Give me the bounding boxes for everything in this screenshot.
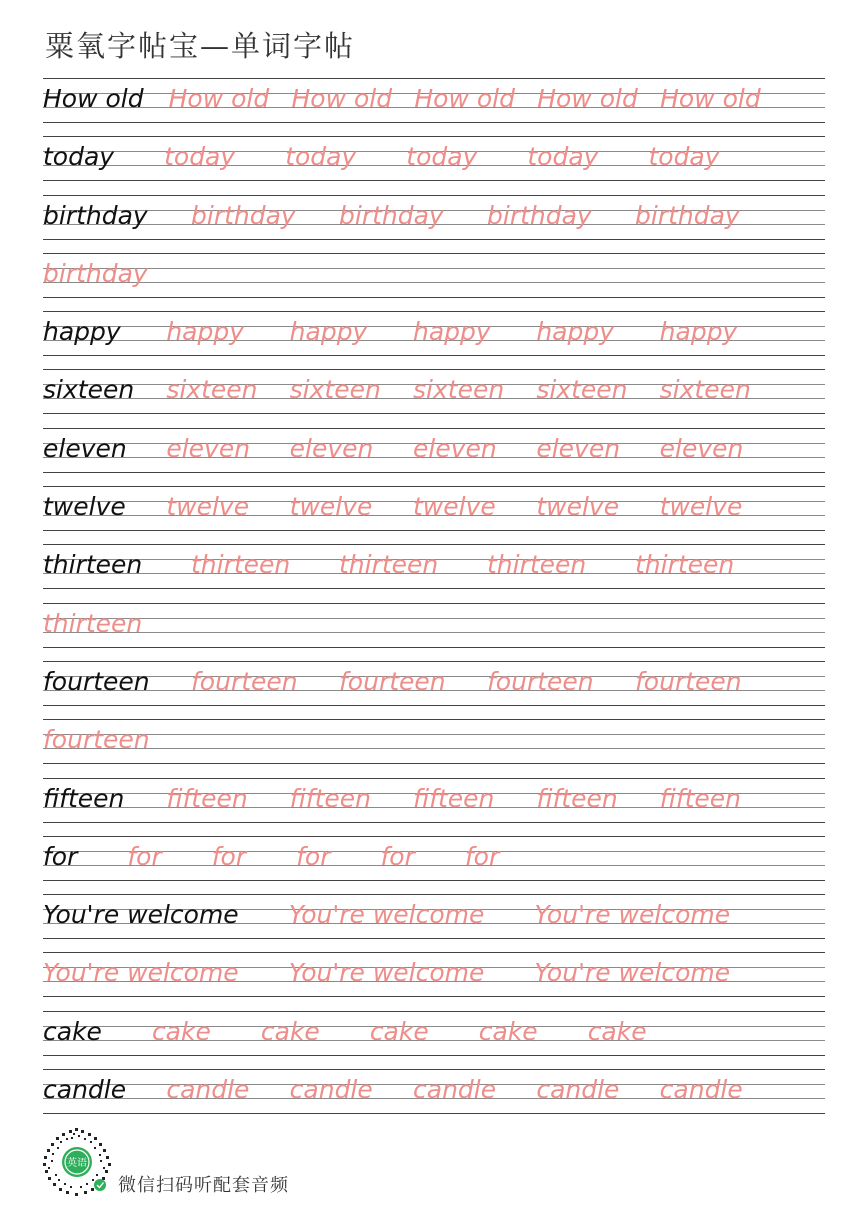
model-word: thirteen [43, 550, 143, 580]
model-word: birthday [43, 200, 148, 230]
tracing-word: birthday [487, 200, 592, 230]
practice-row [43, 717, 825, 775]
ruling-line [43, 239, 825, 240]
ruling-line [43, 78, 825, 79]
ruling-line [43, 778, 825, 779]
tracing-word: twelve [166, 492, 250, 522]
practice-row [43, 251, 825, 309]
tracing-word: fifteen [536, 783, 618, 813]
tracing-word: thirteen [191, 550, 291, 580]
tracing-word: candle [289, 1075, 373, 1105]
tracing-word: cake [478, 1016, 538, 1046]
tracing-word: sixteen [289, 375, 381, 405]
tracing-word: candle [413, 1075, 497, 1105]
tracing-word: for [127, 841, 162, 871]
practice-row [43, 367, 825, 425]
tracing-word: You're welcome [534, 958, 731, 988]
tracing-word: thirteen [339, 550, 439, 580]
tracing-word: for [211, 841, 247, 871]
model-word: How old [43, 84, 144, 113]
row-words [43, 372, 825, 412]
practice-row [43, 950, 825, 1008]
tracing-word: fourteen [635, 666, 742, 696]
tracing-word: birthday [191, 200, 296, 230]
row-words [43, 314, 825, 354]
tracing-word: fifteen [659, 783, 742, 813]
ruling-line [43, 1055, 825, 1056]
model-word: fourteen [43, 666, 150, 696]
tracing-word: fourteen [487, 666, 594, 696]
tracing-word: today [164, 142, 236, 172]
tracing-word: today [527, 142, 599, 172]
tracing-word: candle [166, 1075, 250, 1105]
tracing-word: twelve [536, 492, 620, 522]
ruling-line [43, 1011, 825, 1012]
ruling-line [43, 311, 825, 312]
tracing-word: eleven [536, 433, 621, 463]
tracing-word: You're welcome [534, 900, 731, 930]
tracing-word: fourteen [43, 725, 150, 755]
practice-row [43, 193, 825, 251]
practice-row [43, 309, 825, 367]
ruling-line [43, 894, 825, 895]
tracing-word: fourteen [191, 666, 298, 696]
qr-code-icon[interactable] [42, 1127, 112, 1197]
ruling-line [43, 952, 825, 953]
model-word: sixteen [43, 375, 135, 405]
tracing-word: birthday [635, 200, 740, 230]
tracing-word: How old [168, 84, 270, 113]
ruling-line [43, 355, 825, 356]
practice-row [43, 601, 825, 659]
tracing-word: fifteen [166, 783, 248, 813]
tracing-word: candle [536, 1075, 620, 1105]
ruling-line [43, 880, 825, 881]
tracing-word: today [285, 142, 357, 172]
tracing-word: You're welcome [288, 900, 485, 930]
ruling-line [43, 996, 825, 997]
ruling-line [43, 195, 825, 196]
tracing-word: You're welcome [43, 958, 239, 988]
ruling-line [43, 661, 825, 662]
tracing-word: sixteen [413, 375, 505, 405]
ruling-line [43, 530, 825, 531]
ruling-line [43, 588, 825, 589]
row-words [43, 81, 825, 121]
tracing-word: happy [413, 317, 491, 347]
model-word: twelve [43, 492, 126, 522]
model-word: happy [43, 317, 121, 347]
practice-row [43, 542, 825, 600]
tracing-word: fourteen [339, 666, 446, 696]
practice-row [43, 776, 825, 834]
practice-row [43, 1067, 825, 1125]
model-word: fifteen [43, 783, 125, 813]
ruling-line [43, 413, 825, 414]
row-words [43, 897, 825, 937]
tracing-word: birthday [43, 258, 148, 288]
practice-row [43, 76, 825, 134]
row-words [43, 722, 825, 762]
practice-row [43, 659, 825, 717]
tracing-word: cake [151, 1016, 211, 1046]
ruling-line [43, 705, 825, 706]
tracing-word: for [380, 841, 415, 871]
row-words [43, 1072, 825, 1112]
tracing-word: birthday [339, 200, 444, 230]
model-word: candle [43, 1075, 127, 1105]
qr-badge-label: 英语 [67, 1158, 87, 1169]
tracing-word: thirteen [635, 550, 735, 580]
tracing-word: How old [414, 84, 515, 113]
tracing-word: happy [536, 317, 615, 347]
row-words [43, 839, 825, 879]
tracing-word: eleven [659, 433, 744, 463]
ruling-line [43, 647, 825, 648]
tracing-word: happy [659, 317, 738, 347]
footer-audio-hint: 微信扫码听配套音频 [118, 1175, 289, 1196]
row-words [43, 139, 825, 179]
practice-row [43, 426, 825, 484]
page-title: 粟氧字帖宝—单词字帖 [45, 29, 356, 63]
row-words [43, 547, 825, 587]
model-word: today [43, 142, 115, 172]
model-word: cake [43, 1016, 102, 1046]
tracing-word: eleven [289, 433, 374, 463]
practice-row [43, 134, 825, 192]
row-words [43, 955, 825, 995]
ruling-line [43, 180, 825, 181]
ruling-line [43, 938, 825, 939]
tracing-word: for [296, 841, 331, 871]
tracing-word: twelve [659, 492, 743, 522]
row-words [43, 664, 825, 704]
model-word: for [43, 841, 78, 871]
ruling-line [43, 428, 825, 429]
tracing-word: How old [660, 84, 761, 113]
model-word: eleven [43, 433, 127, 463]
tracing-word: fifteen [289, 783, 372, 813]
ruling-line [43, 719, 825, 720]
tracing-word: sixteen [166, 375, 258, 405]
tracing-word: cake [260, 1016, 320, 1046]
ruling-line [43, 369, 825, 370]
row-words [43, 489, 825, 529]
tracing-word: for [464, 841, 500, 871]
ruling-line [43, 763, 825, 764]
ruling-line [43, 253, 825, 254]
row-words [43, 431, 825, 471]
tracing-word: twelve [413, 492, 496, 522]
tracing-word: eleven [413, 433, 497, 463]
row-words [43, 781, 825, 821]
tracing-word: today [406, 142, 478, 172]
tracing-word: candle [659, 1075, 743, 1105]
tracing-word: happy [289, 317, 368, 347]
row-words [43, 606, 825, 646]
ruling-line [43, 836, 825, 837]
tracing-word: thirteen [487, 550, 587, 580]
ruling-line [43, 486, 825, 487]
tracing-word: How old [537, 84, 638, 113]
row-words [43, 1014, 825, 1054]
row-words [43, 198, 825, 238]
ruling-line [43, 122, 825, 123]
practice-row [43, 834, 825, 892]
row-words [43, 256, 825, 296]
tracing-word: You're welcome [288, 958, 485, 988]
footer [40, 1127, 440, 1207]
ruling-line [43, 1069, 825, 1070]
tracing-word: fifteen [413, 783, 495, 813]
tracing-word: happy [166, 317, 245, 347]
tracing-word: today [648, 142, 720, 172]
tracing-word: cake [587, 1016, 647, 1046]
practice-row [43, 484, 825, 542]
ruling-line [43, 822, 825, 823]
tracing-word: sixteen [536, 375, 628, 405]
ruling-line [43, 603, 825, 604]
tracing-word: How old [291, 84, 393, 113]
practice-row [43, 1009, 825, 1067]
practice-row [43, 892, 825, 950]
ruling-line [43, 297, 825, 298]
tracing-word: twelve [289, 492, 373, 522]
model-word: You're welcome [43, 900, 239, 930]
copybook-rows [43, 76, 825, 1125]
ruling-line [43, 136, 825, 137]
tracing-word: eleven [166, 433, 251, 463]
tracing-word: sixteen [659, 375, 751, 405]
tracing-word: thirteen [43, 608, 143, 638]
tracing-word: cake [369, 1016, 429, 1046]
ruling-line [43, 544, 825, 545]
ruling-line [43, 472, 825, 473]
ruling-line [43, 1113, 825, 1114]
